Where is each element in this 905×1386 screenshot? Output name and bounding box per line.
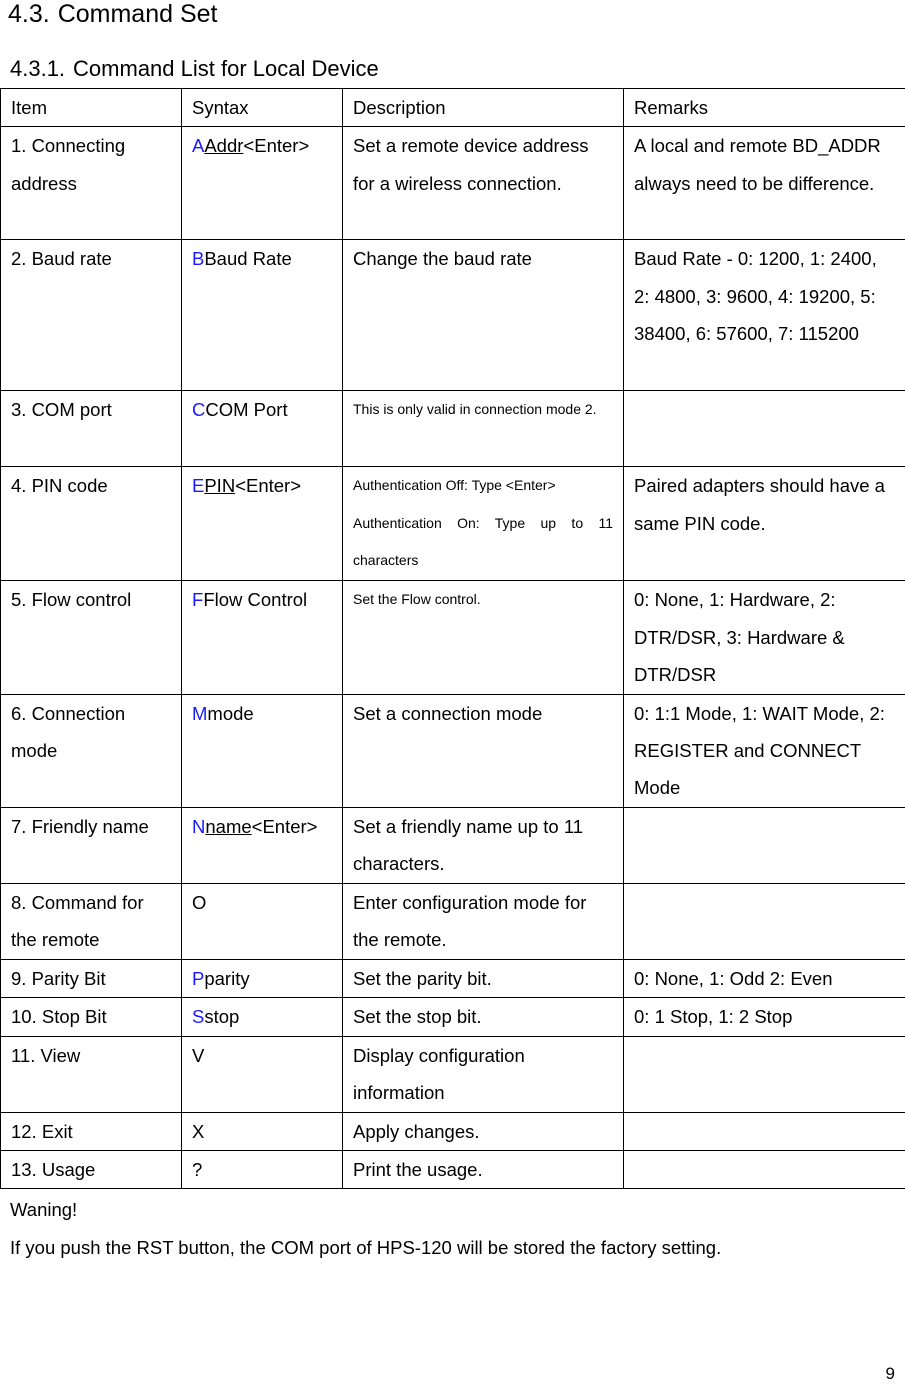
syntax-arg: name <box>205 815 252 837</box>
cell-remarks: A local and remote BD_ADDR always need to be difference. <box>624 127 905 240</box>
column-header-syntax: Syntax <box>182 89 343 127</box>
table-row <box>1 467 905 581</box>
syntax-key: B <box>192 248 205 270</box>
cell-syntax <box>182 1112 343 1150</box>
cell-item: 6. Connection mode <box>1 694 182 807</box>
cell-description: Set a remote device address for a wireless connection. <box>343 127 624 240</box>
cell-syntax <box>182 581 343 694</box>
cell-item: 13. Usage <box>1 1151 182 1189</box>
table-row <box>1 240 905 391</box>
cell-remarks <box>624 1151 905 1189</box>
cell-syntax <box>182 998 343 1036</box>
cell-item: 9. Parity Bit <box>1 959 182 997</box>
cell-item: 2. Baud rate <box>1 240 182 391</box>
syntax-key: A <box>192 135 205 157</box>
table-row <box>1 807 905 883</box>
cell-item: 12. Exit <box>1 1112 182 1150</box>
cell-item: 5. Flow control <box>1 581 182 694</box>
cell-remarks: 0: 1 Stop, 1: 2 Stop <box>624 998 905 1036</box>
table-row <box>1 998 905 1036</box>
table-row <box>1 127 905 240</box>
page-number: 9 <box>885 1364 895 1383</box>
cell-remarks: 0: None, 1: Odd 2: Even <box>624 959 905 997</box>
cell-description: Set a friendly name up to 11 characters. <box>343 807 624 883</box>
section-number: 4.3. <box>8 0 50 28</box>
cell-description: Set a connection mode <box>343 694 624 807</box>
table-row <box>1 391 905 467</box>
syntax-arg: stop <box>204 1006 240 1028</box>
command-table <box>0 88 905 1189</box>
table-row <box>1 1151 905 1189</box>
cell-item: 4. PIN code <box>1 467 182 581</box>
column-header-description: Description <box>343 89 624 127</box>
cell-syntax <box>182 391 343 467</box>
table-row <box>1 883 905 959</box>
cell-syntax <box>182 127 343 240</box>
column-header-remarks: Remarks <box>624 89 905 127</box>
syntax-arg: Flow Control <box>203 589 308 611</box>
description-line: Authentication On: Type up to 11 characters <box>353 514 613 569</box>
cell-item: 1. Connecting address <box>1 127 182 240</box>
syntax-arg: Addr <box>204 135 244 157</box>
syntax-tail: <Enter> <box>243 135 310 157</box>
table-header-row <box>1 89 905 127</box>
syntax-arg: mode <box>207 702 254 724</box>
cell-item: 7. Friendly name <box>1 807 182 883</box>
warning-block <box>10 1191 721 1267</box>
syntax-arg: COM Port <box>205 399 288 421</box>
cell-description: Print the usage. <box>343 1151 624 1189</box>
cell-description: Set the Flow control. <box>343 581 624 694</box>
syntax-key: C <box>192 399 206 421</box>
warning-title: Waning! <box>10 1199 78 1220</box>
syntax-key: S <box>192 1006 205 1028</box>
column-header-item: Item <box>1 89 182 127</box>
syntax-arg: PIN <box>204 475 236 497</box>
cell-syntax <box>182 467 343 581</box>
subsection-title: Command List for Local Device <box>73 56 379 81</box>
cell-syntax <box>182 1036 343 1112</box>
warning-text: If you push the RST button, the COM port of HPS-120 will be stored the factory setting. <box>10 1237 722 1258</box>
cell-syntax <box>182 240 343 391</box>
syntax-key: P <box>192 967 205 989</box>
cell-remarks: 0: 1:1 Mode, 1: WAIT Mode, 2: REGISTER and CONNECT Mode <box>624 694 905 807</box>
syntax-arg: O <box>192 891 207 913</box>
cell-remarks <box>624 1036 905 1112</box>
section-title: Command Set <box>57 0 218 28</box>
cell-syntax <box>182 959 343 997</box>
subsection-heading <box>10 56 379 82</box>
syntax-tail: <Enter> <box>235 475 302 497</box>
cell-remarks <box>624 1112 905 1150</box>
syntax-tail: <Enter> <box>251 815 318 837</box>
cell-item: 10. Stop Bit <box>1 998 182 1036</box>
syntax-key: N <box>192 815 206 837</box>
cell-description: Change the baud rate <box>343 240 624 391</box>
cell-remarks: Paired adapters should have a same PIN code. <box>624 467 905 581</box>
cell-remarks <box>624 883 905 959</box>
cell-syntax <box>182 807 343 883</box>
table-row <box>1 959 905 997</box>
table-row <box>1 694 905 807</box>
syntax-arg: parity <box>204 967 250 989</box>
cell-description: Set the stop bit. <box>343 998 624 1036</box>
syntax-arg: V <box>192 1044 205 1066</box>
syntax-arg: Baud Rate <box>204 248 292 270</box>
cell-description: This is only valid in connection mode 2. <box>343 391 624 467</box>
cell-item: 8. Command for the remote <box>1 883 182 959</box>
cell-item: 3. COM port <box>1 391 182 467</box>
section-heading <box>8 0 218 28</box>
cell-item: 11. View <box>1 1036 182 1112</box>
cell-remarks <box>624 807 905 883</box>
table-row <box>1 581 905 694</box>
description-line: Authentication Off: Type <Enter> <box>353 477 556 494</box>
syntax-key: M <box>192 702 208 724</box>
table-row <box>1 1036 905 1112</box>
syntax-key: E <box>192 475 205 497</box>
cell-syntax <box>182 883 343 959</box>
cell-description: Display configuration information <box>343 1036 624 1112</box>
cell-remarks: Baud Rate - 0: 1200, 1: 2400, 2: 4800, 3: 9600, 4: 19200, 5: 38400, 6: 57600, 7: 115200 <box>624 240 905 391</box>
cell-description: Set the parity bit. <box>343 959 624 997</box>
syntax-key: F <box>192 589 204 611</box>
syntax-arg: ? <box>192 1159 203 1181</box>
cell-remarks <box>624 391 905 467</box>
cell-syntax <box>182 1151 343 1189</box>
cell-syntax <box>182 694 343 807</box>
cell-description <box>343 467 624 581</box>
cell-remarks: 0: None, 1: Hardware, 2: DTR/DSR, 3: Hardware & DTR/DSR <box>624 581 905 694</box>
syntax-arg: X <box>192 1120 205 1142</box>
subsection-number: 4.3.1. <box>10 56 66 81</box>
cell-description: Enter configuration mode for the remote. <box>343 883 624 959</box>
cell-description: Apply changes. <box>343 1112 624 1150</box>
table-row <box>1 1112 905 1150</box>
